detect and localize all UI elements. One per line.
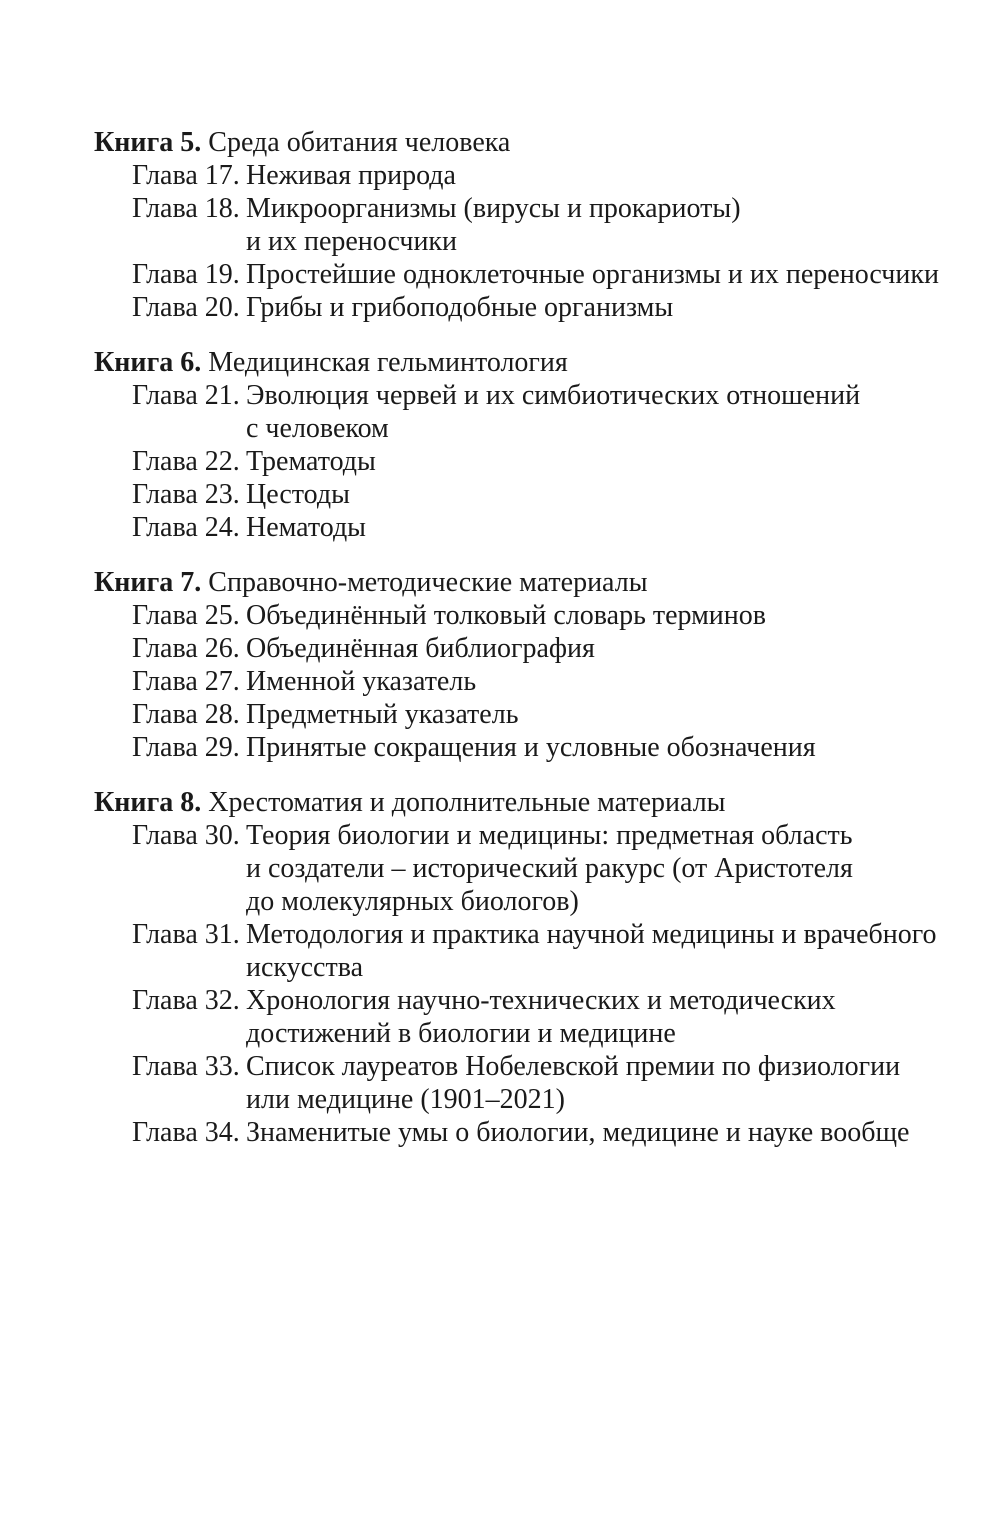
book-title: Справочно-методические материалы <box>201 567 648 598</box>
chapter-title: Знаменитые умы о биологии, медицине и науке вообще <box>246 1117 910 1148</box>
book-5 <box>94 126 974 324</box>
chapter-title: Простейшие одноклеточные организмы и их переносчики <box>246 259 939 290</box>
chapter-25 <box>132 599 974 632</box>
book-title: Среда обитания человека <box>201 127 511 158</box>
book-title: Хрестоматия и дополнительные материалы <box>201 787 726 818</box>
chapter-title: Хронология научно-технических и методических достижений в биологии и медицине <box>246 985 836 1049</box>
book-label: Книга 5. <box>94 127 202 158</box>
chapter-title: Эволюция червей и их симбиотических отношений с человеком <box>246 380 861 444</box>
chapter-title: Нематоды <box>246 512 366 543</box>
chapter-29 <box>132 731 974 764</box>
chapter-title: Список лауреатов Нобелевской премии по физиологии или медицине (1901–2021) <box>246 1051 901 1115</box>
chapter-22 <box>132 445 974 478</box>
table-of-contents <box>94 126 974 1171</box>
chapter-34 <box>132 1116 974 1149</box>
book-6 <box>94 346 974 544</box>
chapter-label: Глава 31. <box>132 919 240 950</box>
chapter-title: Грибы и грибоподобные организмы <box>246 292 674 323</box>
chapter-label: Глава 18. <box>132 193 240 224</box>
chapter-title: Объединённая библиография <box>246 633 595 664</box>
chapter-label: Глава 34. <box>132 1117 240 1148</box>
book-heading <box>94 126 974 159</box>
book-heading <box>94 786 974 819</box>
chapter-list <box>132 379 974 544</box>
book-7 <box>94 566 974 764</box>
chapter-label: Глава 25. <box>132 600 240 631</box>
book-label: Книга 7. <box>94 567 202 598</box>
book-heading <box>94 346 974 379</box>
chapter-title: Трематоды <box>246 446 376 477</box>
book-heading <box>94 566 974 599</box>
chapter-list <box>132 819 974 1149</box>
book-title: Медицинская гельминтология <box>201 347 568 378</box>
chapter-19 <box>132 258 974 291</box>
chapter-title: Методология и практика научной медицины и врачебного искусства <box>246 919 937 983</box>
chapter-title: Микроорганизмы (вирусы и прокариоты) и их переносчики <box>246 193 741 257</box>
chapter-label: Глава 32. <box>132 985 240 1016</box>
chapter-label: Глава 19. <box>132 259 240 290</box>
chapter-label: Глава 21. <box>132 380 240 411</box>
chapter-label: Глава 30. <box>132 820 240 851</box>
chapter-title: Объединённый толковый словарь терминов <box>246 600 766 631</box>
chapter-title: Неживая природа <box>246 160 456 191</box>
chapter-26 <box>132 632 974 665</box>
book-8 <box>94 786 974 1149</box>
chapter-28 <box>132 698 974 731</box>
chapter-list <box>132 599 974 764</box>
chapter-label: Глава 17. <box>132 160 240 191</box>
chapter-21 <box>132 379 974 445</box>
chapter-18 <box>132 192 974 258</box>
chapter-label: Глава 22. <box>132 446 240 477</box>
chapter-17 <box>132 159 974 192</box>
chapter-label: Глава 24. <box>132 512 240 543</box>
chapter-24 <box>132 511 974 544</box>
chapter-list <box>132 159 974 324</box>
chapter-label: Глава 29. <box>132 732 240 763</box>
chapter-27 <box>132 665 974 698</box>
chapter-31 <box>132 918 974 984</box>
chapter-23 <box>132 478 974 511</box>
book-label: Книга 8. <box>94 787 202 818</box>
chapter-20 <box>132 291 974 324</box>
chapter-30 <box>132 819 974 918</box>
chapter-label: Глава 27. <box>132 666 240 697</box>
chapter-32 <box>132 984 974 1050</box>
chapter-title: Цестоды <box>246 479 350 510</box>
chapter-title: Теория биологии и медицины: предметная область и создатели – исторический ракурс (от Аристотеля до молекулярных биологов) <box>246 820 853 917</box>
chapter-title: Предметный указатель <box>246 699 519 730</box>
chapter-label: Глава 20. <box>132 292 240 323</box>
chapter-label: Глава 33. <box>132 1051 240 1082</box>
chapter-label: Глава 26. <box>132 633 240 664</box>
book-label: Книга 6. <box>94 347 202 378</box>
chapter-title: Принятые сокращения и условные обозначения <box>246 732 816 763</box>
chapter-33 <box>132 1050 974 1116</box>
chapter-label: Глава 23. <box>132 479 240 510</box>
chapter-label: Глава 28. <box>132 699 240 730</box>
chapter-title: Именной указатель <box>246 666 477 697</box>
